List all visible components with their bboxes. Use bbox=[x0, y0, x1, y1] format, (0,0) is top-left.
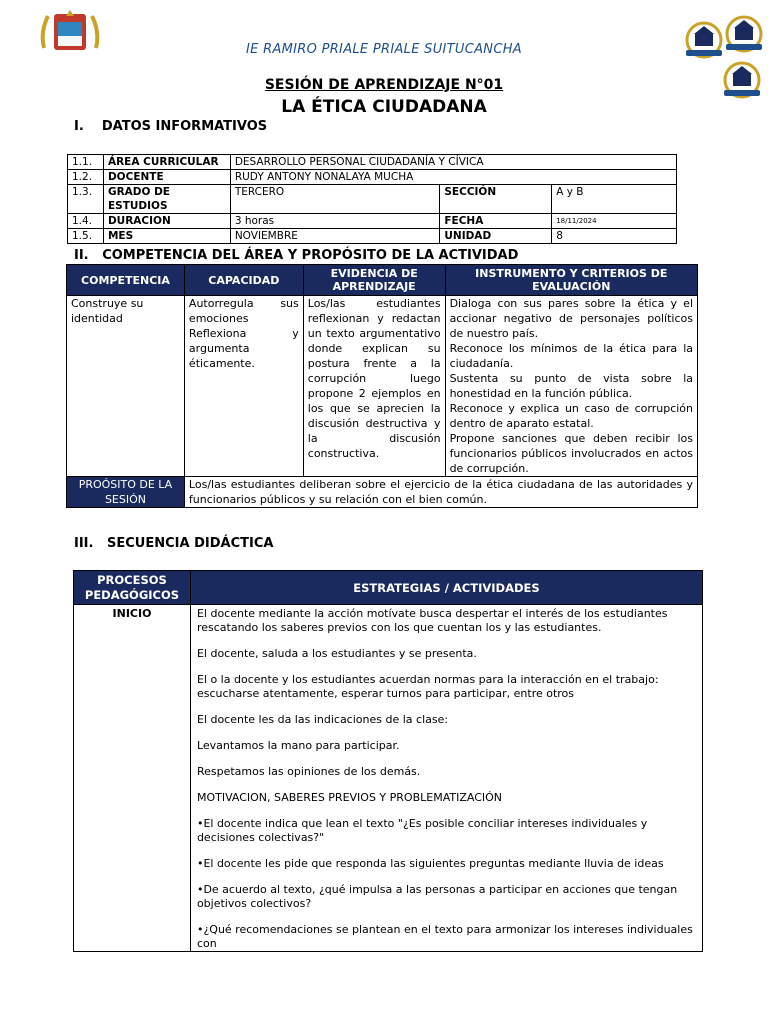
info-label: DURACION bbox=[103, 214, 230, 229]
proposito-text: Los/las estudiantes deliberan sobre el ejercicio de la ética ciudadana de las autoridades y funcionarios públicos y su relación con el bien común. bbox=[184, 477, 697, 508]
section-1-title: I. DATOS INFORMATIVOS bbox=[74, 119, 268, 134]
info-value: DESARROLLO PERSONAL CIUDADANÍA Y CÍVICA bbox=[230, 155, 676, 170]
section-3-title: III. SECUENCIA DIDÁCTICA bbox=[74, 536, 274, 551]
info-row bbox=[68, 155, 677, 170]
header-estrategias: ESTRATEGIAS / ACTIVIDADES bbox=[190, 571, 702, 605]
activity-paragraph: •¿Qué recomendaciones se plantean en el texto para armonizar los intereses individuales con bbox=[196, 923, 693, 950]
activity-paragraph: •El docente indica que lean el texto "¿Es posible conciliar intereses individuales y decisiones colectivas?" bbox=[196, 817, 648, 844]
competencia-cell: Construye su identidad bbox=[67, 296, 185, 477]
capacidad-cell: Autorregula sus emociones Reflexiona y argumenta éticamente. bbox=[184, 296, 303, 477]
school-name: IE RAMIRO PRIALE PRIALE SUITUCANCHA bbox=[246, 42, 522, 57]
criterio-item: Reconoce los mínimos de la ética para la ciudadanía. bbox=[449, 342, 693, 370]
header-criterios: INSTRUMENTO Y CRITERIOS DE EVALUACIÓN bbox=[445, 265, 697, 296]
info-label: MES bbox=[103, 229, 230, 244]
info-row bbox=[68, 185, 677, 214]
info-value-2: 18/11/2024 bbox=[552, 214, 677, 229]
criterio-item: Sustenta su punto de vista sobre la honestidad en la función pública. bbox=[449, 372, 693, 400]
activity-paragraph: El docente mediante la acción motívate busca despertar el interés de los estudiantes rescatando los saberes previos con los que cuentan los y las estudiantes. bbox=[196, 607, 668, 634]
info-num: 1.4. bbox=[68, 214, 104, 229]
criterios-cell bbox=[445, 296, 697, 477]
info-value-2: A y B bbox=[552, 185, 677, 214]
info-label: ÁREA CURRICULAR bbox=[103, 155, 230, 170]
info-value: RUDY ANTONY NONALAYA MUCHA bbox=[230, 170, 676, 185]
activity-paragraph: Levantamos la mano para participar. bbox=[196, 739, 400, 752]
info-value: TERCERO bbox=[230, 185, 440, 214]
session-title: SESIÓN DE APRENDIZAJE N°01 bbox=[264, 77, 504, 93]
competency-table bbox=[66, 264, 698, 508]
criterio-item: Propone sanciones que deben recibir los funcionarios públicos involucrados en actos de corrupción. bbox=[449, 432, 693, 475]
info-value: NOVIEMBRE bbox=[230, 229, 440, 244]
header-evidencia: EVIDENCIA DE APRENDIZAJE bbox=[303, 265, 445, 296]
info-table bbox=[67, 154, 677, 244]
info-label-2: SECCIÓN bbox=[440, 185, 552, 214]
info-label-2: FECHA bbox=[440, 214, 552, 229]
activity-paragraph: •El docente les pide que responda las siguientes preguntas mediante lluvia de ideas bbox=[196, 857, 664, 870]
phase-inicio: INICIO bbox=[74, 605, 191, 952]
info-row bbox=[68, 170, 677, 185]
info-num: 1.2. bbox=[68, 170, 104, 185]
criterio-item: Reconoce y explica un caso de corrupción dentro de aparato estatal. bbox=[449, 402, 693, 430]
info-num: 1.1. bbox=[68, 155, 104, 170]
info-row bbox=[68, 229, 677, 244]
activities-cell bbox=[190, 605, 702, 952]
activity-paragraph: El o la docente y los estudiantes acuerdan normas para la interacción en el trabajo: escucharse atentamente, esperar turnos para participar, entre otros bbox=[196, 673, 659, 700]
header-procesos: PROCESOS PEDAGÓGICOS bbox=[74, 571, 191, 605]
info-label: DOCENTE bbox=[103, 170, 230, 185]
activity-paragraph: El docente, saluda a los estudiantes y se presenta. bbox=[196, 647, 477, 660]
activity-paragraph: El docente les da las indicaciones de la clase: bbox=[196, 713, 449, 726]
evidencia-cell: Los/las estudiantes reflexionan y redactan un texto argumentativo donde explican su postura frente a la corrupción luego propone 2 ejemplos en los que se aprecien la discusión destructiva y la discusión constructiva. bbox=[303, 296, 445, 477]
activity-paragraph: MOTIVACION, SABERES PREVIOS Y PROBLEMATIZACIÓN bbox=[196, 791, 503, 804]
section-2-title: II. COMPETENCIA DEL ÁREA Y PROPÓSITO DE LA ACTIVIDAD bbox=[74, 248, 519, 263]
info-num: 1.3. bbox=[68, 185, 104, 214]
header-capacidad: CAPACIDAD bbox=[184, 265, 303, 296]
info-value-2: 8 bbox=[552, 229, 677, 244]
info-num: 1.5. bbox=[68, 229, 104, 244]
activity-paragraph: Respetamos las opiniones de los demás. bbox=[196, 765, 421, 778]
info-row bbox=[68, 214, 677, 229]
session-topic: LA ÉTICA CIUDADANA bbox=[281, 97, 487, 117]
proposito-label: PROÓSITO DE LA SESIÓN bbox=[67, 477, 185, 508]
criterio-item: Dialoga con sus pares sobre la ética y el accionar negativo de personajes políticos de nuestro país. bbox=[449, 297, 693, 340]
info-value: 3 horas bbox=[230, 214, 440, 229]
info-label: GRADO DE ESTUDIOS bbox=[103, 185, 230, 214]
activity-paragraph: •De acuerdo al texto, ¿qué impulsa a las personas a participar en acciones que tengan objetivos colectivos? bbox=[196, 883, 678, 910]
header-competencia: COMPETENCIA bbox=[67, 265, 185, 296]
info-label-2: UNIDAD bbox=[440, 229, 552, 244]
sequence-table bbox=[73, 570, 703, 952]
